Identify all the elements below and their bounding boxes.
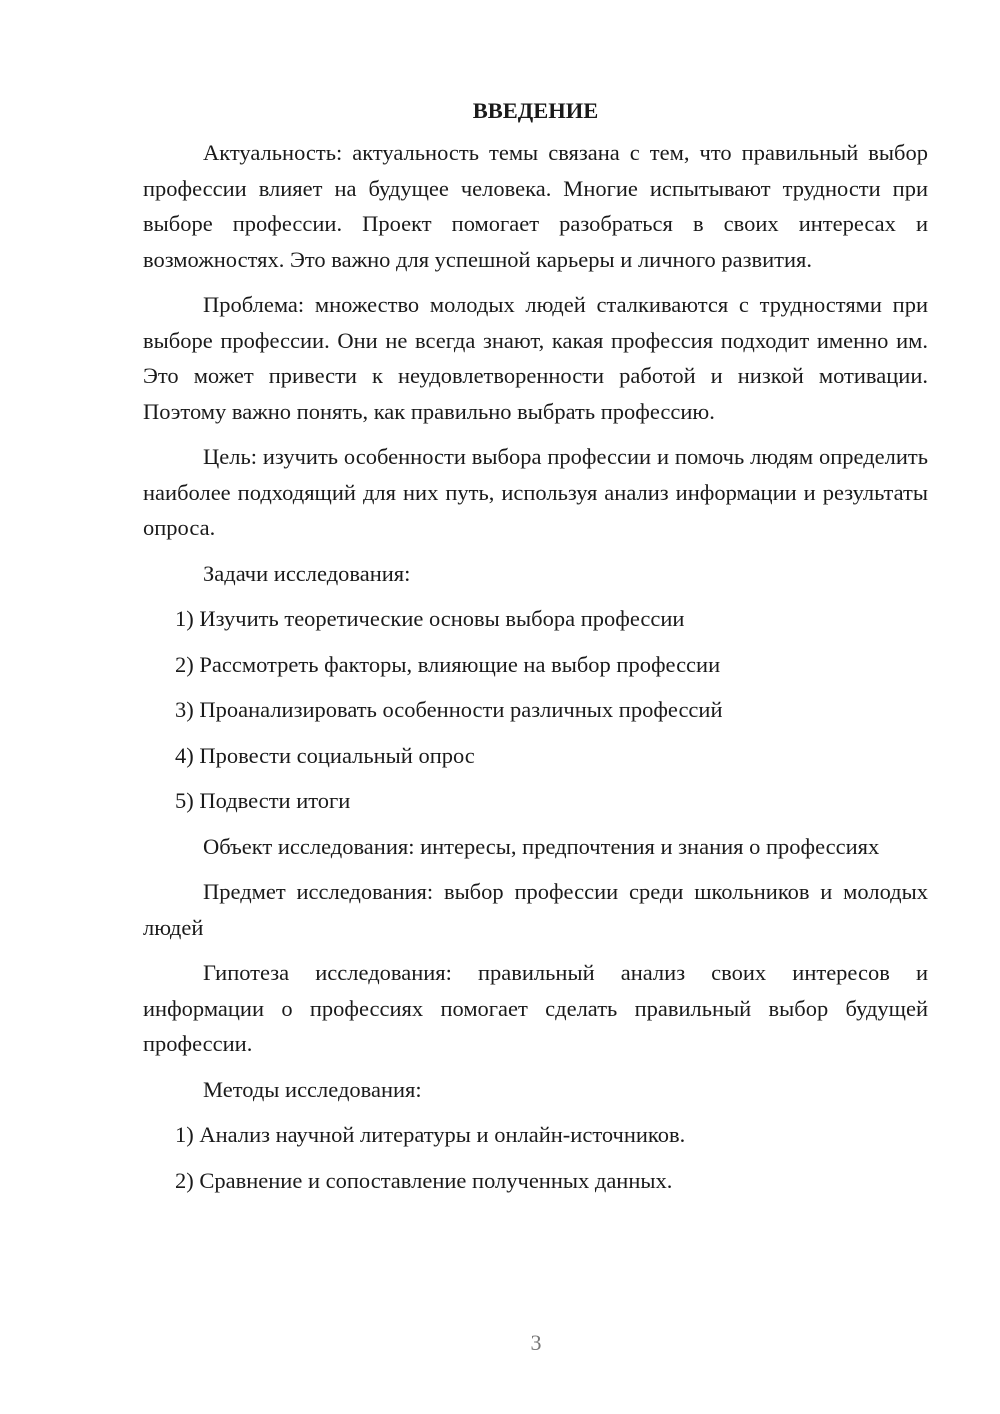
task-item-5: 5) Подвести итоги [175, 788, 351, 813]
problem-paragraph: Проблема: множество молодых людей сталкиваются с трудностями при выборе профессии. Они не всегда знают, какая профессия подходит именно им. Это может привести к неудовлетворенности работой и низкой мотивации. Поэтому важно понять, как правильно выбрать профессию. [143, 292, 928, 424]
method-item-1: 1) Анализ научной литературы и онлайн-источников. [175, 1122, 686, 1147]
task-item-4: 4) Провести социальный опрос [175, 742, 475, 768]
relevance-paragraph: Актуальность: актуальность темы связана с тем, что правильный выбор профессии влияет на будущее человека. Многие испытывают трудности при выборе профессии. Проект помогает разобраться в своих интересах и возможностях. Это важно для успешной карьеры и личного развития. [143, 140, 928, 272]
method-item-2: 2) Сравнение и сопоставление полученных данных. [175, 1167, 673, 1193]
section-heading: ВВЕДЕНИЕ [472, 98, 599, 123]
page-content [143, 96, 928, 1208]
task-item-1: 1) Изучить теоретические основы выбора профессии [175, 606, 685, 631]
tasks-label: Задачи исследования: [203, 560, 411, 586]
object-paragraph: Объект исследования: интересы, предпочтения и знания о профессиях [203, 833, 880, 859]
methods-label: Методы исследования: [203, 1076, 422, 1102]
task-item-3: 3) Проанализировать особенности различных профессий [175, 697, 723, 722]
task-item-2: 2) Рассмотреть факторы, влияющие на выбор профессии [175, 651, 721, 677]
goal-paragraph: Цель: изучить особенности выбора профессии и помочь людям определить наиболее подходящий для них путь, используя анализ информации и результаты опроса. [143, 444, 928, 540]
hypothesis-paragraph: Гипотеза исследования: правильный анализ своих интересов и информации о профессиях помогает сделать правильный выбор будущей профессии. [143, 960, 928, 1056]
page-number: 3 [530, 1330, 542, 1355]
subject-paragraph: Предмет исследования: выбор профессии среди школьников и молодых людей [143, 879, 928, 940]
